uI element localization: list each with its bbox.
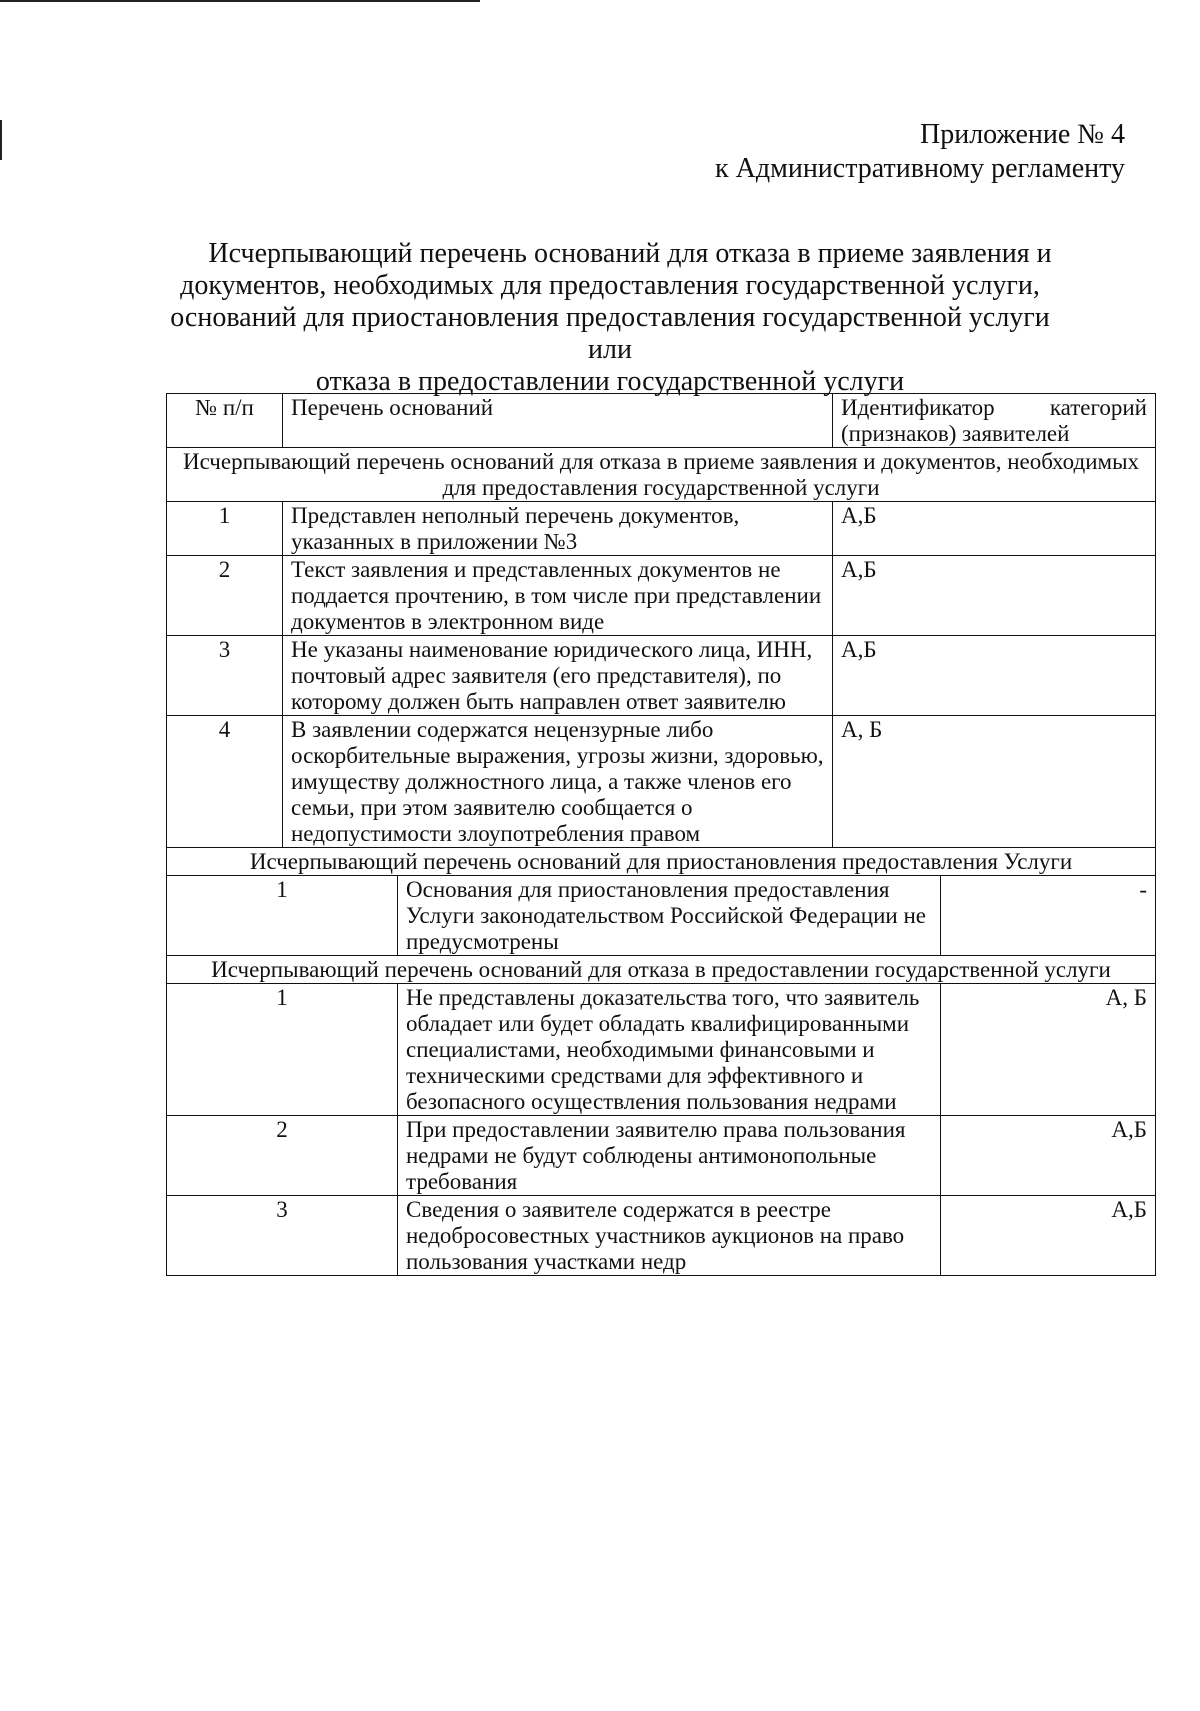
appendix-heading <box>715 118 1125 186</box>
row-ground-text: Не представлены доказательства того, что заявитель обладает или будет обладать квалифицированными специалистами, необходимыми финансовыми и техническими средствами для эффективного и безопасного осуществления пользования недрами <box>398 984 941 1116</box>
row-number: 1 <box>167 876 398 956</box>
section2-title: Исчерпывающий перечень оснований для приостановления предоставления Услуги <box>167 848 1156 876</box>
table-header-row <box>167 394 1156 448</box>
header-identifier-word1: Идентификатор <box>841 395 995 420</box>
row-identifier: А,Б <box>833 556 1156 636</box>
row-ground-text: Не указаны наименование юридического лица, ИНН, почтовый адрес заявителя (его представителя), по которому должен быть направлен ответ заявителю <box>283 636 833 716</box>
table-row <box>167 876 1156 956</box>
row-identifier: А,Б <box>833 502 1156 556</box>
scan-top-edge-line <box>0 0 480 2</box>
row-identifier: А,Б <box>833 636 1156 716</box>
scan-left-edge-line <box>0 120 2 160</box>
section-header-row <box>167 848 1156 876</box>
section3-title: Исчерпывающий перечень оснований для отказа в предоставлении государственной услуги <box>167 956 1156 984</box>
row-number: 3 <box>167 1196 398 1276</box>
section1-title: Исчерпывающий перечень оснований для отказа в приеме заявления и документов, необходимых для предоставления государственной услуги <box>167 448 1156 502</box>
title-line-2: документов, необходимых для предоставления государственной услуги, <box>180 270 1040 301</box>
document-title <box>150 238 1070 398</box>
grounds-table <box>166 393 1156 1276</box>
title-line-3: оснований для приостановления предоставления государственной услуги или <box>170 302 1050 365</box>
appendix-reference: к Административному регламенту <box>715 153 1125 184</box>
title-line-1: Исчерпывающий перечень оснований для отказа в приеме заявления и <box>208 238 1052 269</box>
row-number: 1 <box>167 502 283 556</box>
row-identifier: А, Б <box>833 716 1156 848</box>
row-ground-text: Основания для приостановления предоставления Услуги законодательством Российской Федерации не предусмотрены <box>398 876 941 956</box>
appendix-number: Приложение № 4 <box>920 119 1125 150</box>
table-row <box>167 636 1156 716</box>
row-number: 2 <box>167 556 283 636</box>
row-ground-text: При предоставлении заявителю права пользования недрами не будут соблюдены антимонопольные требования <box>398 1116 941 1196</box>
header-num: № п/п <box>167 394 283 448</box>
section-header-row <box>167 448 1156 502</box>
row-ground-text: Текст заявления и представленных документов не поддается прочтению, в том числе при представлении документов в электронном виде <box>283 556 833 636</box>
table-row <box>167 556 1156 636</box>
header-identifier-line2: (признаков) заявителей <box>841 421 1070 446</box>
row-number: 1 <box>167 984 398 1116</box>
table-row <box>167 1116 1156 1196</box>
table-row <box>167 502 1156 556</box>
row-identifier: А,Б <box>941 1196 1156 1276</box>
row-ground-text: Представлен неполный перечень документов, указанных в приложении №3 <box>283 502 833 556</box>
title-line-4: отказа в предоставлении государственной услуги <box>315 366 905 397</box>
header-grounds: Перечень оснований <box>283 394 833 448</box>
row-ground-text: В заявлении содержатся нецензурные либо оскорбительные выражения, угрозы жизни, здоровью, имуществу должностного лица, а также членов его семьи, при этом заявителю сообщается о недопустимости злоупотребления правом <box>283 716 833 848</box>
row-identifier: А, Б <box>941 984 1156 1116</box>
table-row <box>167 1196 1156 1276</box>
row-number: 4 <box>167 716 283 848</box>
row-number: 3 <box>167 636 283 716</box>
table-row <box>167 984 1156 1116</box>
row-number: 2 <box>167 1116 398 1196</box>
row-identifier: А,Б <box>941 1116 1156 1196</box>
row-ground-text: Сведения о заявителе содержатся в реестре недобросовестных участников аукционов на право пользования участками недр <box>398 1196 941 1276</box>
row-identifier: - <box>941 876 1156 956</box>
header-identifier <box>833 394 1156 448</box>
header-identifier-word2: категорий <box>1049 395 1147 420</box>
section-header-row <box>167 956 1156 984</box>
table-row <box>167 716 1156 848</box>
